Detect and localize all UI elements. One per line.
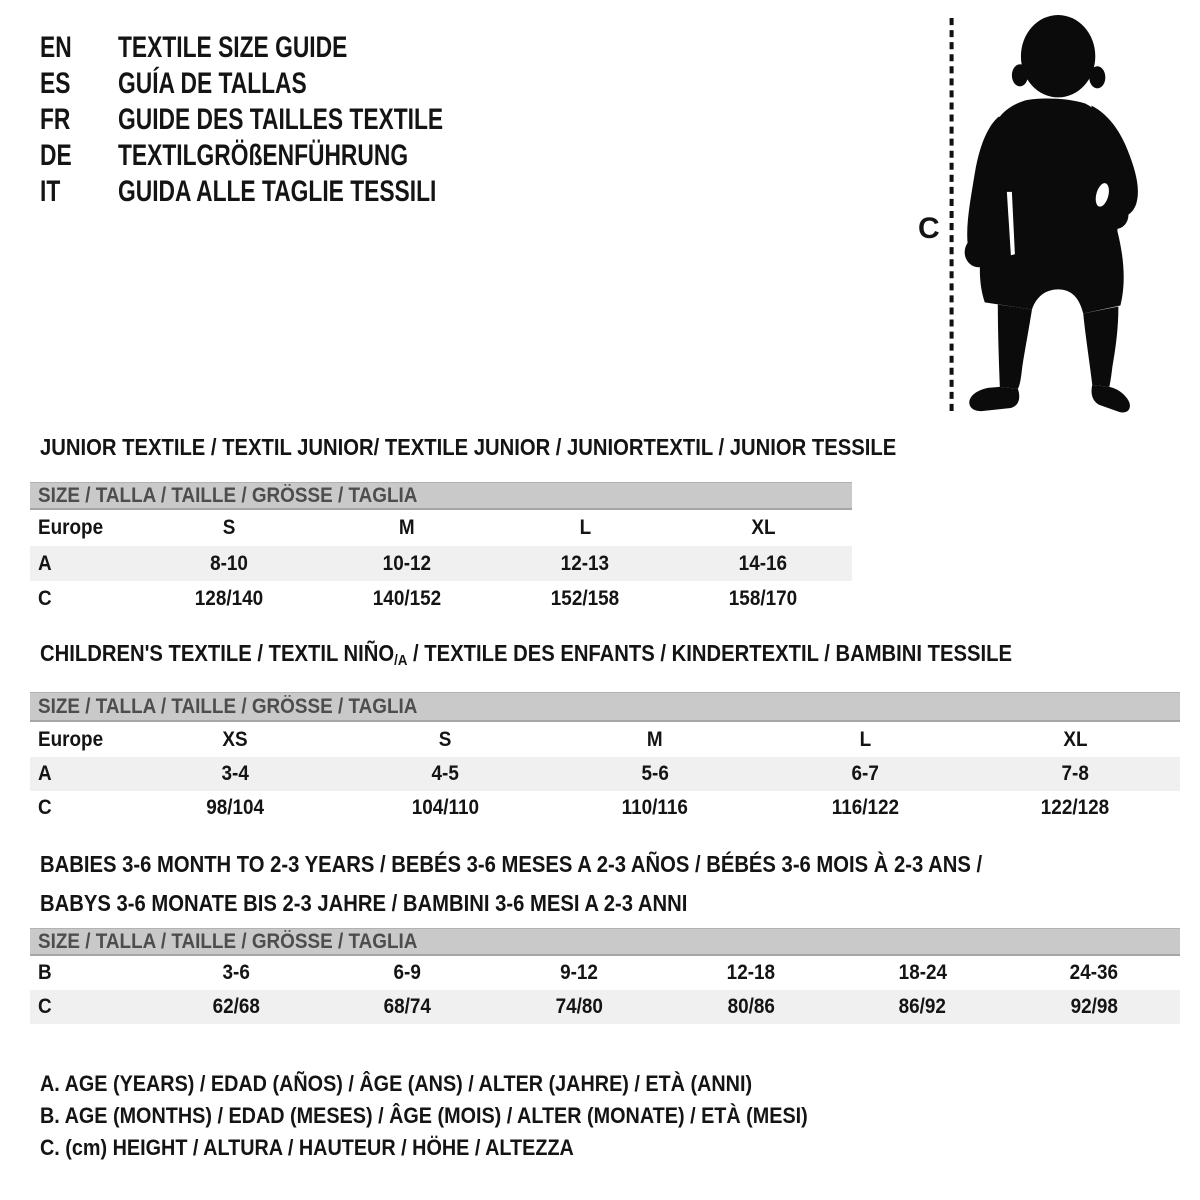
size-cell: L — [579, 516, 591, 539]
size-cell: L — [859, 727, 871, 751]
size-cell: M — [399, 516, 415, 539]
babies-row-height — [30, 990, 1180, 1024]
row-label: C — [38, 995, 52, 1018]
legend-line-age-months — [40, 1103, 893, 1135]
size-header-label: SIZE / TALLA / TAILLE / GRÖSSE / TAGLIA — [38, 483, 418, 507]
months-cell: 24-36 — [1070, 961, 1119, 984]
legend-text: B. AGE (MONTHS) / EDAD (MESES) / ÂGE (MOIS) / ALTER (MONATE) / ETÀ (MESI) — [40, 1103, 808, 1128]
size-cell: S — [438, 727, 452, 751]
language-code: ES — [40, 67, 71, 100]
age-cell: 3-4 — [221, 762, 249, 785]
children-section-title — [40, 640, 1145, 669]
months-cell: 6-9 — [393, 961, 422, 984]
height-cell: 62/68 — [212, 995, 260, 1018]
toddler-silhouette-icon — [920, 8, 1152, 420]
guide-title-de: TEXTILGRÖßENFÜHRUNG — [118, 139, 409, 172]
babies-section-title-line1: BABIES 3-6 MONTH TO 2-3 YEARS / BEBÉS 3-6 MESES A 2-3 AÑOS / BÉBÉS 3-6 MOIS À 2-3 ANS / — [40, 851, 983, 877]
row-label: B — [38, 961, 52, 984]
months-cell: 12-18 — [726, 961, 776, 984]
legend-line-height-cm — [40, 1135, 893, 1167]
language-row-fr — [40, 102, 546, 138]
size-header-label: SIZE / TALLA / TAILLE / GRÖSSE / TAGLIA — [38, 694, 418, 718]
height-cell: 122/128 — [1040, 796, 1110, 819]
row-label: A — [38, 551, 52, 575]
row-label: C — [38, 796, 52, 819]
language-code: IT — [40, 175, 61, 208]
guide-title-it: GUIDA ALLE TAGLIE TESSILI — [118, 175, 437, 208]
age-cell: 4-5 — [431, 762, 459, 785]
legend-line-age-years — [40, 1071, 893, 1103]
children-row-age — [30, 757, 1180, 791]
height-cell: 74/80 — [555, 995, 603, 1018]
toddler-figure — [920, 8, 1152, 420]
size-cell: S — [222, 516, 236, 539]
age-cell: 6-7 — [851, 762, 879, 785]
guide-title-es: GUÍA DE TALLAS — [118, 67, 307, 100]
language-code: EN — [40, 31, 72, 64]
size-cell: XL — [750, 516, 776, 539]
height-cell: 92/98 — [1070, 995, 1118, 1018]
size-cell: M — [647, 727, 663, 751]
babies-section-title — [40, 845, 1111, 923]
junior-section-title — [40, 434, 1013, 461]
junior-section-title-text: JUNIOR TEXTILE / TEXTIL JUNIOR/ TEXTILE JUNIOR / JUNIORTEXTIL / JUNIOR TESSILE — [40, 434, 897, 460]
height-cell: 110/116 — [621, 796, 689, 819]
babies-row-months — [30, 956, 1180, 990]
language-row-de — [40, 138, 546, 174]
months-cell: 9-12 — [560, 961, 599, 984]
children-section-title-text: CHILDREN'S TEXTILE / TEXTIL NIÑO/A / TEXTILE DES ENFANTS / KINDERTEXTIL / BAMBINI TESSILE — [40, 640, 1013, 669]
language-row-en — [40, 30, 546, 66]
babies-size-header-bar — [30, 928, 1180, 956]
height-cell: 140/152 — [372, 586, 442, 610]
age-cell: 7-8 — [1061, 762, 1089, 785]
size-cell: XL — [1062, 727, 1088, 751]
age-cell: 14-16 — [738, 551, 788, 575]
guide-title-fr: GUIDE DES TAILLES TEXTILE — [118, 103, 444, 136]
language-row-es — [40, 66, 546, 102]
height-cell: 68/74 — [383, 995, 432, 1018]
age-cell: 12-13 — [560, 551, 610, 575]
height-cell: 152/158 — [550, 586, 620, 610]
legend — [40, 1071, 893, 1167]
language-code: DE — [40, 139, 72, 172]
babies-section-title-line2: BABYS 3-6 MONATE BIS 2-3 JAHRE / BAMBINI 3-6 MESI A 2-3 ANNI — [40, 890, 688, 916]
row-label: Europe — [38, 516, 104, 539]
legend-text: A. AGE (YEARS) / EDAD (AÑOS) / ÂGE (ANS) / ALTER (JAHRE) / ETÀ (ANNI) — [40, 1071, 753, 1096]
row-label: Europe — [38, 727, 104, 751]
height-cell: 98/104 — [206, 796, 264, 819]
height-cell: 80/86 — [727, 995, 775, 1018]
children-row-europe — [30, 722, 1180, 757]
months-cell: 18-24 — [898, 961, 947, 984]
children-row-height — [30, 791, 1180, 825]
age-cell: 5-6 — [641, 762, 669, 785]
junior-row-height — [30, 581, 852, 616]
legend-text: C. (cm) HEIGHT / ALTURA / HAUTEUR / HÖHE / ALTEZZA — [40, 1135, 574, 1160]
months-cell: 3-6 — [222, 961, 250, 984]
guide-title-en: TEXTILE SIZE GUIDE — [118, 31, 348, 64]
children-size-table — [30, 692, 1180, 825]
age-cell: 8-10 — [210, 551, 248, 575]
junior-size-header-bar — [30, 482, 852, 510]
age-cell: 10-12 — [382, 551, 432, 575]
height-cell: 116/122 — [831, 796, 899, 819]
junior-size-table — [30, 482, 852, 616]
height-cell: 158/170 — [728, 586, 798, 610]
language-row-it — [40, 174, 546, 210]
row-label: C — [38, 586, 52, 610]
height-cell: 128/140 — [194, 586, 264, 610]
row-label: A — [38, 762, 52, 785]
junior-row-age — [30, 546, 852, 581]
size-header-label: SIZE / TALLA / TAILLE / GRÖSSE / TAGLIA — [38, 929, 418, 953]
children-size-header-bar — [30, 692, 1180, 722]
height-cell: 86/92 — [898, 995, 947, 1018]
junior-row-europe — [30, 510, 852, 546]
height-cell: 104/110 — [411, 796, 479, 819]
size-cell: XS — [222, 727, 248, 751]
babies-size-table — [30, 928, 1180, 1024]
language-title-list — [40, 30, 546, 210]
height-measure-label: C — [918, 212, 940, 245]
language-code: FR — [40, 103, 71, 136]
